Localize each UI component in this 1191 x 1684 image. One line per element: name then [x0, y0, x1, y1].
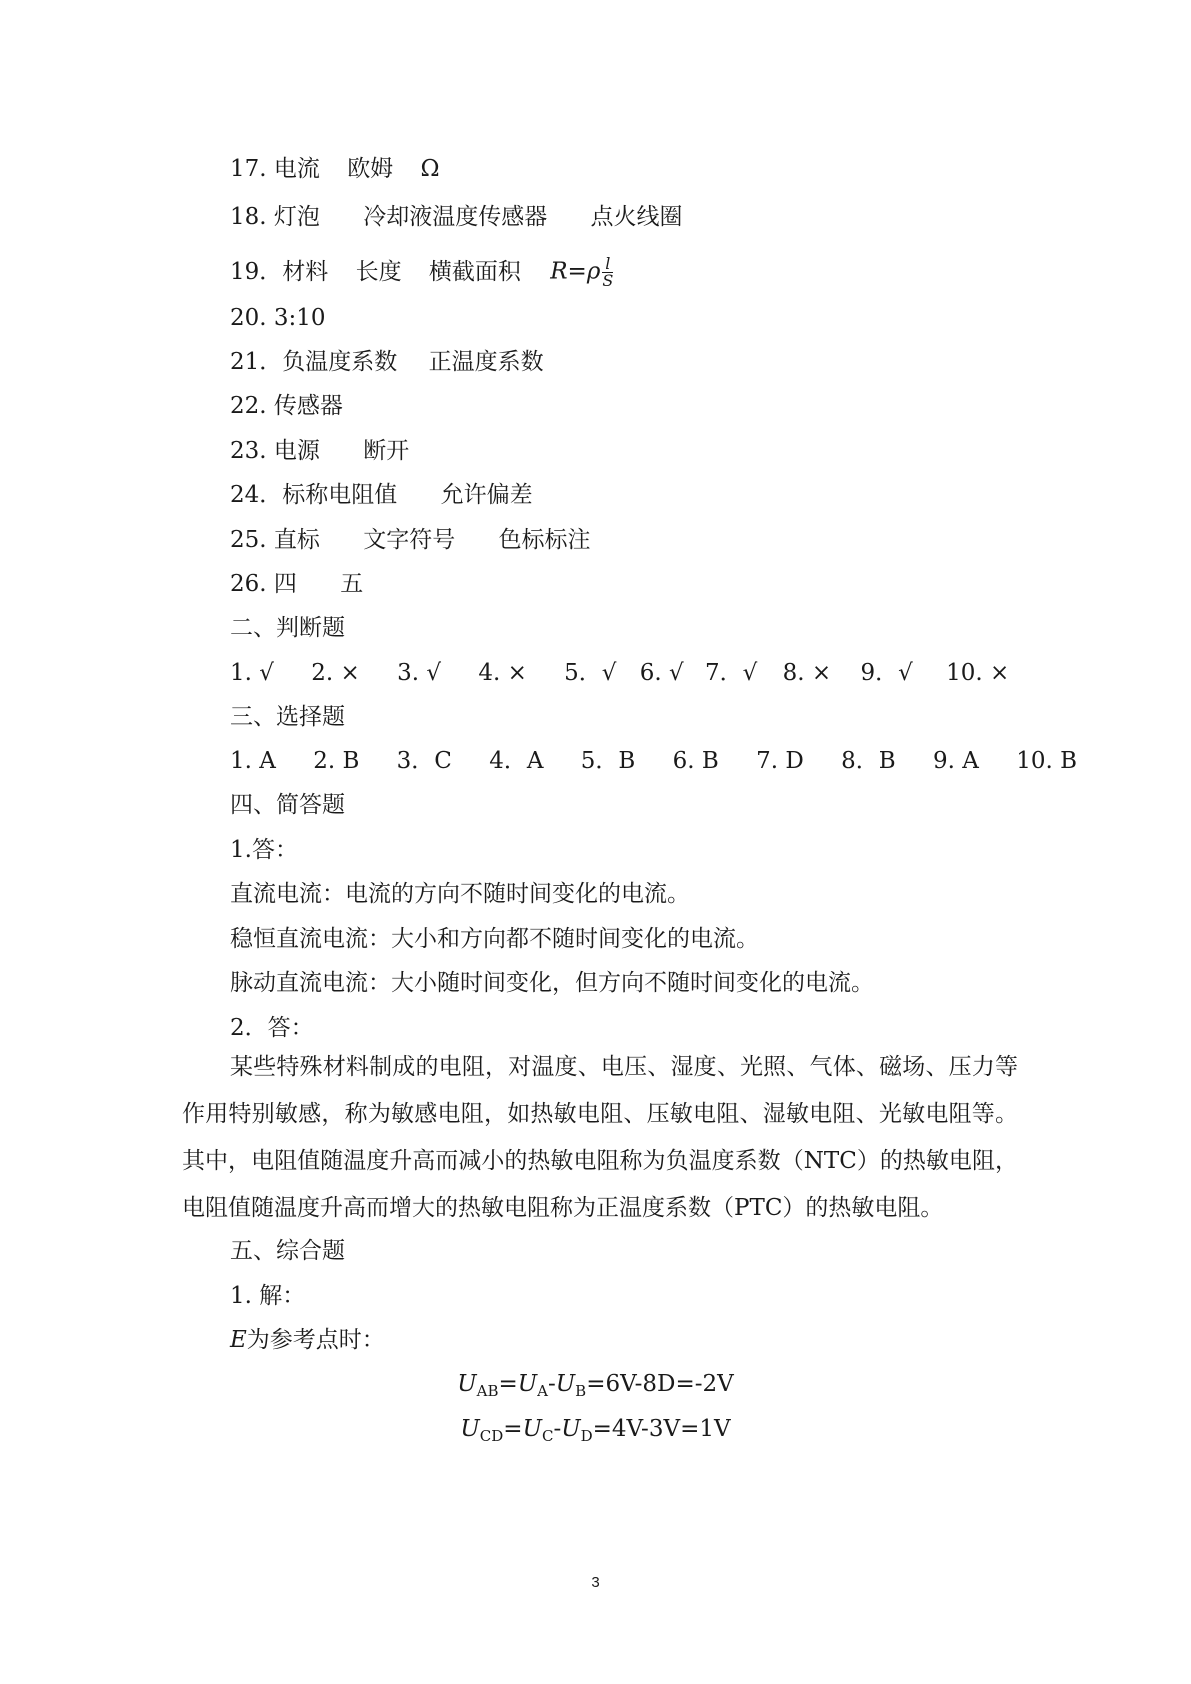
answer-19-b: 长度: [355, 258, 402, 285]
answer-25-c: 色标标注: [498, 527, 591, 553]
comp-reference-line: [230, 1325, 385, 1355]
answer-25-b: 文字符号: [363, 527, 456, 553]
judge-answer: 9．√: [860, 660, 913, 686]
answer-24: [230, 480, 533, 510]
answer-23-a: 23. 电源: [230, 438, 320, 464]
page-number: 3: [591, 1574, 600, 1591]
choice-answer: 4．A: [489, 748, 544, 774]
reference-variable: E: [230, 1327, 247, 1353]
answer-19-c: 横截面积: [428, 258, 521, 285]
reference-text: 为参考点时：: [246, 1327, 385, 1353]
choice-answer: 10. B: [1016, 748, 1077, 774]
comp-q1-label: 1. 解：: [230, 1283, 306, 1309]
judge-answer: 8. ×: [782, 660, 832, 686]
answer-19-a: 19．材料: [230, 258, 329, 285]
judge-answer: 1. √: [230, 660, 274, 686]
answer-18-a: 18. 灯泡: [230, 204, 320, 230]
formula-fraction: $\frac{l}{S}$: [602, 254, 614, 290]
answer-20: 20. 3:10: [230, 305, 326, 331]
answer-22: 22. 传感器: [230, 393, 343, 419]
choice-answers: [230, 746, 1077, 776]
choice-answer: 8．B: [841, 748, 896, 774]
judge-answer: 3. √: [397, 660, 441, 686]
choice-answer: 5．B: [580, 748, 636, 774]
short-q1-label: 1.答：: [230, 837, 298, 863]
section-heading-judge: 二、判断题: [230, 615, 345, 641]
answer-26: [230, 569, 363, 599]
answer-18-b: 冷却液温度传感器: [363, 204, 548, 230]
answer-18-c: 点火线圈: [590, 204, 683, 230]
answer-25: [230, 525, 591, 555]
judge-answer: 6. √: [639, 660, 684, 686]
short-q1-line: 脉动直流电流：大小随时间变化，但方向不随时间变化的电流。: [230, 970, 874, 996]
judge-answer: 4. ×: [478, 660, 527, 686]
equation-ucd: $U_{CD}=U_C-U_D=4V-3V=1V$: [460, 1416, 731, 1445]
section-heading-choice: 三、选择题: [230, 704, 345, 730]
judge-answer: 7．√: [705, 660, 758, 686]
short-q1-line: 直流电流：电流的方向不随时间变化的电流。: [230, 881, 690, 907]
choice-answer: 2. B: [313, 748, 360, 774]
choice-answer: 6. B: [672, 748, 719, 774]
answer-21-b: 正温度系数: [428, 349, 544, 375]
section-heading-short: 四、简答题: [230, 792, 345, 818]
answer-17-b: 欧姆: [347, 156, 394, 182]
answer-21: [230, 347, 544, 377]
answer-26-a: 26. 四: [230, 571, 297, 597]
section-heading-comprehensive: 五、综合题: [230, 1238, 345, 1264]
short-q2-paragraph: 某些特殊材料制成的电阻，对温度、电压、湿度、光照、气体、磁场、压力等作用特别敏感，称为敏感电阻，如热敏电阻、压敏电阻、湿敏电阻、光敏电阻等。其中，电阻值随温度升高而减小的热敏电阻称为负温度系数（NTC）的热敏电阻，电阻值随温度升高而增大的热敏电阻称为正温度系数（PTC）的热敏电阻。: [182, 1054, 1018, 1221]
answer-21-a: 21．负温度系数: [230, 349, 398, 375]
equation-uab: $U_{AB}=U_A-U_B=6V-8D=-2V$: [457, 1371, 734, 1400]
answer-17: [230, 154, 440, 184]
short-q2-label: 2．答：: [230, 1015, 314, 1041]
resistance-formula: R=ρ $\frac{l}{S}$: [550, 254, 614, 290]
answer-25-a: 25. 直标: [230, 527, 320, 553]
answer-18: [230, 202, 683, 232]
answer-23-b: 断开: [363, 438, 410, 464]
answer-17-c: Ω: [420, 156, 440, 182]
answer-19: [230, 256, 613, 289]
short-q1-line: 稳恒直流电流：大小和方向都不随时间变化的电流。: [230, 926, 759, 952]
choice-answer: 9. A: [933, 748, 979, 774]
answer-24-b: 允许偏差: [440, 482, 533, 508]
answer-26-b: 五: [340, 571, 364, 597]
judge-answer: 2. ×: [311, 660, 360, 686]
judge-answer: 10. ×: [946, 660, 1010, 686]
choice-answer: 3．C: [396, 748, 452, 774]
answer-17-a: 17. 电流: [230, 156, 320, 182]
judge-answers: [230, 658, 1009, 688]
choice-answer: 7. D: [756, 748, 804, 774]
answer-23: [230, 436, 409, 466]
judge-answer: 5．√: [564, 660, 617, 686]
answer-24-a: 24．标称电阻值: [230, 482, 398, 508]
choice-answer: 1. A: [230, 748, 276, 774]
